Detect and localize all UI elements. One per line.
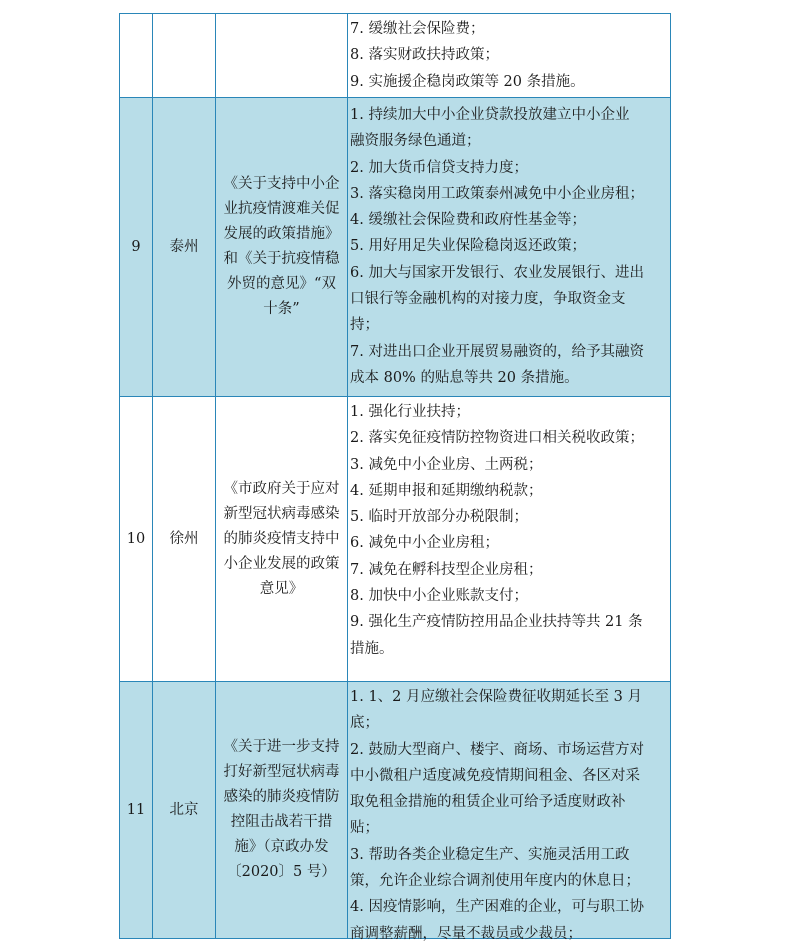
measure-line: 5. 用好用足失业保险稳岗返还政策； [350,238,586,255]
policy-line: 《关于进一步支持 [223,739,340,755]
policy-line: 发展的政策措施》 [223,226,340,242]
measure-line: 5. 临时开放部分办税限制； [350,509,528,526]
measures-cell [348,397,670,681]
policy-line: 外贸的意见》“双 [227,276,336,292]
measure-line: 9. 实施援企稳岗政策等 20 条措施。 [350,73,585,90]
measure-line: 口银行等金融机构的对接力度，争取资金支 [350,291,626,308]
measure-line: 8. 加快中小企业账款支付； [350,588,528,605]
city-cell: 徐州 [153,397,216,681]
measure-line: 持； [350,317,379,334]
measure-line: 6. 减免中小企业房租； [350,535,499,552]
measure-line: 中小微租户适度减免疫情期间租金、各区对采 [350,767,640,784]
policy-line: 业抗疫情渡难关促 [223,201,340,217]
row-number: 9 [120,98,153,396]
measure-line: 成本 80% 的贴息等共 20 条措施。 [350,369,579,386]
policy-line: 打好新型冠状病毒 [223,764,340,780]
measure-line: 6. 加大与国家开发银行、农业发展银行、进出 [350,264,644,281]
measure-line: 2. 加大货币信贷支持力度； [350,159,528,176]
measure-line: 4. 延期申报和延期缴纳税款； [350,482,543,499]
measure-line: 措施。 [350,640,394,657]
policy-line: 意见》 [259,580,304,597]
measure-line: 1. 1、2 月应缴社会保险费征收期延长至 3 月 [350,689,642,705]
measures-cell [348,98,670,396]
policy-line: 的肺炎疫情支持中 [223,530,340,547]
measure-line: 8. 落实财政扶持政策； [350,47,499,64]
measure-line: 7. 对进出口企业开展贸易融资的，给予其融资 [350,343,644,360]
measure-line: 策，允许企业综合调剂使用年度内的休息日； [350,873,640,890]
policy-table [119,13,671,942]
table-row [120,397,670,682]
city-cell: 泰州 [153,98,216,396]
policy-line: 小企业发展的政策 [223,555,340,572]
row-number: 11 [120,682,153,938]
measure-line: 底； [350,715,379,732]
measure-line: 2. 鼓励大型商户、楼宇、商场、市场运营方对 [350,741,644,758]
measure-line: 贴； [350,820,379,837]
city-cell [153,14,216,97]
policy-line: 施》（京政办发 [234,839,329,855]
table-row [120,14,670,98]
policy-line: 十条” [263,301,300,317]
policy-line: 控阻击战若干措 [230,814,333,830]
measure-line: 3. 帮助各类企业稳定生产、实施灵活用工政 [350,846,630,863]
measure-line: 3. 减免中小企业房、土两税； [350,456,543,473]
measure-line: 7. 减免在孵科技型企业房租； [350,561,543,578]
measure-line: 2. 落实免征疫情防控物资进口相关税收政策； [350,430,644,447]
measure-line: 3. 落实稳岗用工政策泰州减免中小企业房租； [350,185,644,202]
measure-line: 9. 强化生产疫情防控用品企业扶持等共 21 条 [350,614,643,631]
measure-line: 1. 强化行业扶持； [350,404,470,420]
measure-line: 融资服务绿色通道； [350,133,481,150]
measure-line: 7. 缓缴社会保险费； [350,21,485,37]
policy-line: 和《关于抗疫情稳 [223,251,340,267]
measure-line: 4. 因疫情影响，生产困难的企业，可与职工协 [350,899,644,916]
table-row [120,682,670,942]
policy-line: 感染的肺炎疫情防 [223,789,340,805]
measures-cell [348,682,670,942]
city-cell: 北京 [153,682,216,938]
measure-line: 1. 持续加大中小企业贷款投放建立中小企业 [350,107,630,123]
measure-line: 商调整薪酬，尽量不裁员或少裁员； [350,925,582,942]
measure-line: 取免租金措施的租赁企业可给予适度财政补 [350,794,626,811]
measures-cell [348,14,670,97]
policy-line: 〔2020〕5 号） [227,864,336,880]
policy-cell [216,98,348,396]
policy-line: 《关于支持中小企 [223,176,340,192]
policy-cell [216,14,348,97]
row-number [120,14,153,97]
measure-line: 4. 缓缴社会保险费和政府性基金等； [350,212,586,229]
policy-line: 《市政府关于应对 [223,480,340,497]
table-row [120,98,670,397]
row-number: 10 [120,397,153,681]
policy-line: 新型冠状病毒感染 [223,505,340,522]
policy-cell [216,397,348,681]
policy-cell [216,682,348,938]
